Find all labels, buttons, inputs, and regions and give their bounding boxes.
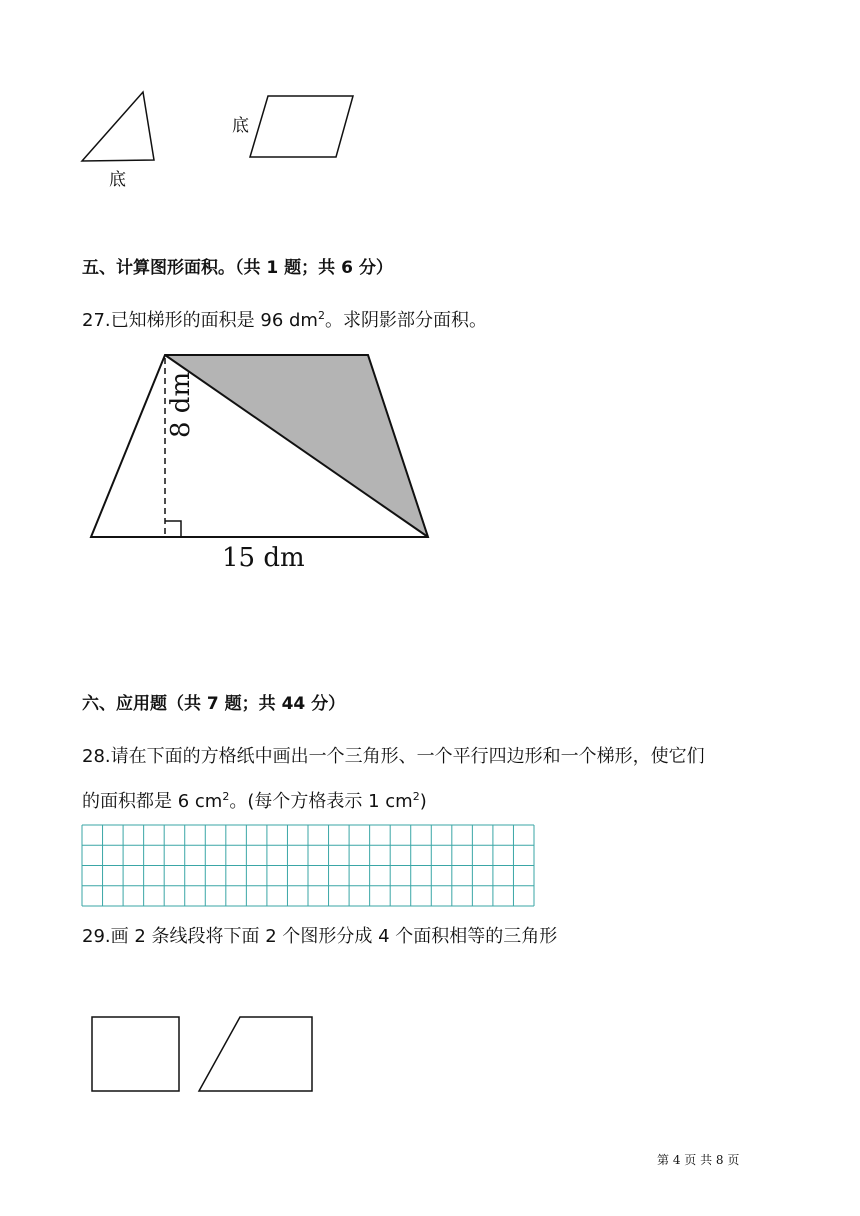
q28-sup2: 2: [412, 790, 420, 803]
triangle-base-label: 底: [109, 170, 126, 190]
page-footer: 第 4 页 共 8 页: [657, 1153, 740, 1167]
q28-line2: [82, 787, 427, 813]
section5-heading: 五、计算图形面积。（共 1 题；共 6 分）: [82, 258, 393, 278]
section6-heading: 六、应用题（共 7 题；共 44 分）: [82, 694, 346, 714]
q28-line2-post: ): [419, 791, 427, 812]
q27-text-post: 。求阴影部分面积。: [324, 310, 487, 331]
q28-sup1: 2: [222, 790, 230, 803]
parallelogram-base-label: 底: [232, 116, 249, 136]
base-label: 15 dm: [222, 543, 305, 573]
q28-line2-mid: 。(每个方格表示 1 cm: [229, 791, 413, 812]
q29-text: 29.画 2 条线段将下面 2 个图形分成 4 个面积相等的三角形: [82, 926, 558, 947]
height-label: 8 dm: [166, 371, 196, 438]
q27-text: [82, 306, 487, 332]
q28-line2-pre: 的面积都是 6 cm: [82, 791, 223, 812]
q27-sup: 2: [317, 309, 325, 322]
q28-line1: 28.请在下面的方格纸中画出一个三角形、一个平行四边形和一个梯形，使它们: [82, 746, 705, 767]
q27-number: 27.: [82, 310, 111, 331]
q27-text-pre: 已知梯形的面积是 96 dm: [110, 310, 318, 331]
